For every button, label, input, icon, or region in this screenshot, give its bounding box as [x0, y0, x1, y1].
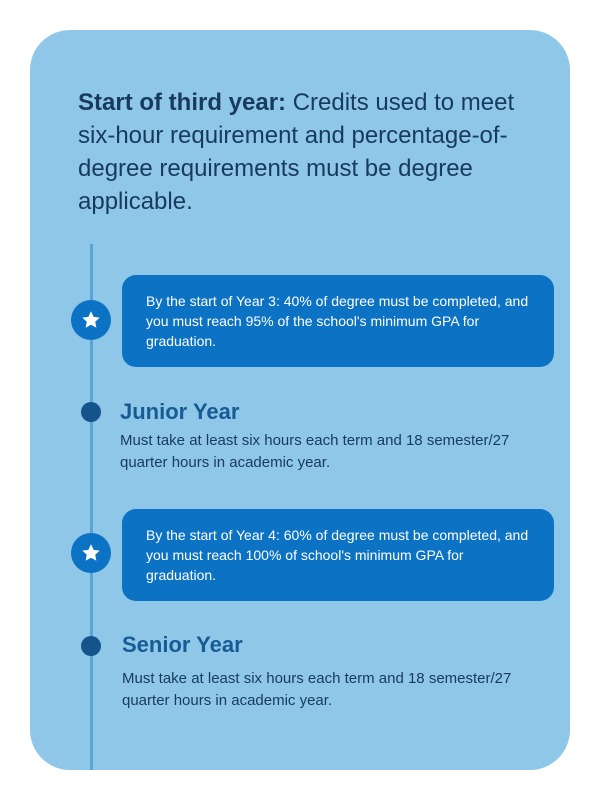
milestone-year-3 — [122, 275, 554, 367]
year-description-junior: Must take at least six hours each term and 18 semester/27 quarter hours in academic year. — [120, 432, 510, 471]
star-icon — [71, 300, 111, 340]
star-icon — [71, 533, 111, 573]
info-card — [30, 30, 570, 770]
dot-icon — [81, 636, 101, 656]
card-heading — [78, 86, 548, 218]
year-title-senior: Senior Year — [122, 632, 243, 657]
heading-text: Credits used to meet six-hour requirement and percentage-of-degree requirements must be degree applicable. — [78, 89, 515, 215]
year-description-senior: Must take at least six hours each term and 18 semester/27 quarter hours in academic year. — [122, 670, 512, 709]
dot-icon — [81, 402, 101, 422]
milestone-text: By the start of Year 4: 60% of degree must be completed, and you must reach 100% of school's minimum GPA for graduation. — [146, 527, 529, 583]
milestone-year-4 — [122, 509, 554, 601]
heading-lead: Start of third year: — [78, 89, 287, 116]
milestone-text: By the start of Year 3: 40% of degree must be completed, and you must reach 95% of the school's minimum GPA for graduation. — [146, 293, 529, 349]
year-title-junior: Junior Year — [120, 399, 240, 424]
